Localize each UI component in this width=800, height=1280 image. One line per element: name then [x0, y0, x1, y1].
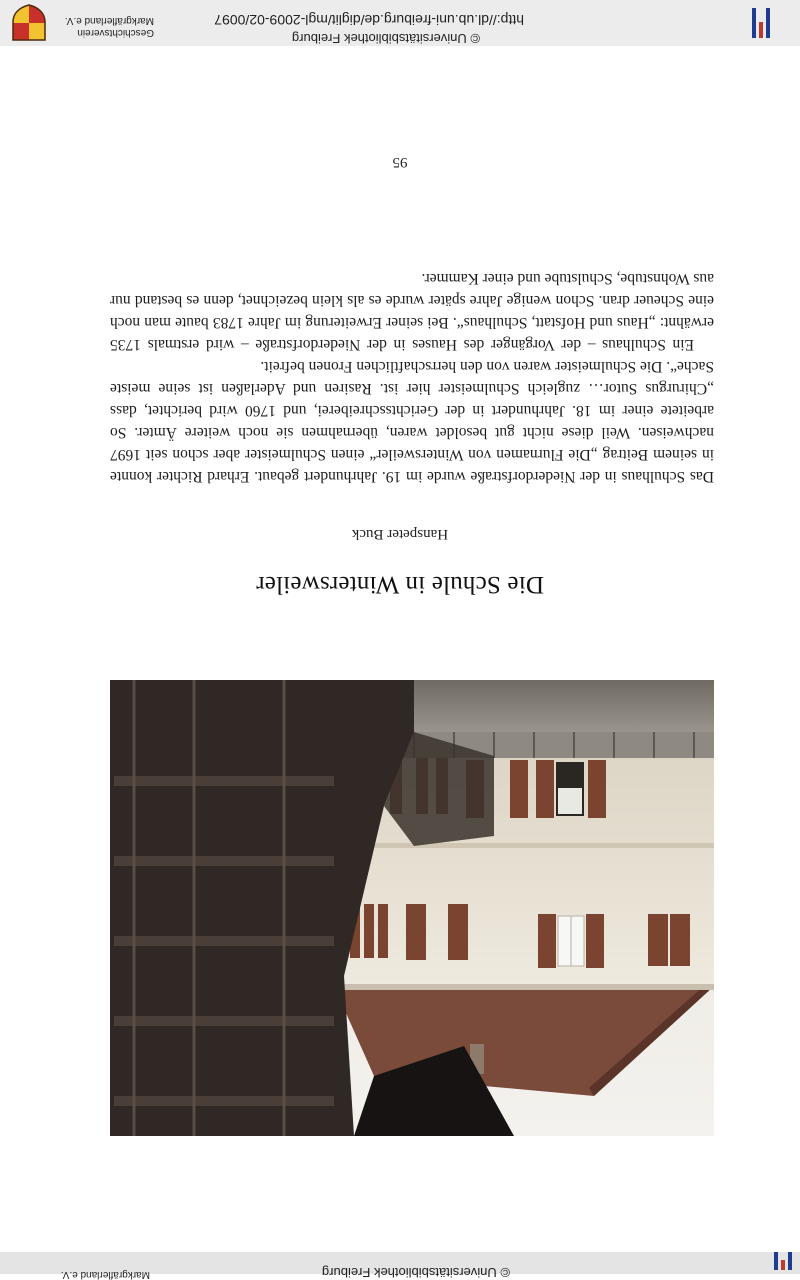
footer-bar: [0, 1252, 800, 1280]
page-number: 95: [392, 154, 408, 170]
ub-logo-icon: [752, 8, 770, 38]
header-bar: [0, 0, 800, 46]
org-line-2: Markgräflerland e.V.: [64, 15, 154, 26]
org-name: [65, 14, 154, 38]
paragraph-1: Das Schulhaus in der Niederdorfstraße wurde im 19. Jahrhundert gebaut. Erhard Richter konnte in seinem Beitrag „Die Flurnamen von Wintersweiler“ einen Schulmeister aber schon seit 1697 nachweisen. Weil diese nicht gut besoldet waren, übernahmen sie noch weitere Ämter. So arbeitete einer im 18. Jahrhundert in der Gerichtsschreiberei, und 1760 wird berichtet, dass „Chirurgus Sutor… zugleich Schulmeister hier ist. Rasiren und Aderlaßen ist seine meiste Sache“. Die Schulmeister waren von den herrschaftlichen Fronen befreit.: [110, 358, 714, 485]
header-library: © Universitätsbibliothek Freiburg: [291, 31, 480, 46]
paragraph-2: Ein Schulhaus – der Vorgänger des Hauses in der Niederdorfstraße – wird erstmals 1735 erwähnt: „Haus und Hofstatt, Schulhaus“. Bei seiner Erweiterung im Jahre 1783 baute man noch eine Scheuer dran. Schon wenige Jahre später wurde es als klein bezeichnet, denn es bestand nur aus Wohnstube, Schulstube und einer Kammer.: [110, 270, 714, 353]
ub-logo-icon: [774, 1252, 792, 1270]
article-title: Die Schule in Wintersweiler: [256, 571, 544, 598]
article-body: [110, 267, 714, 487]
article-author: Hanspeter Buck: [351, 526, 449, 542]
org-line-1: Geschichtsverein: [77, 27, 154, 38]
footer-library: © Universitätsbibliothek Freiburg: [321, 1265, 510, 1280]
schoolhouse-photo: [110, 680, 714, 1136]
footer-org: Markgräflerland e.V.: [60, 1269, 150, 1280]
crest-logo-icon: [10, 4, 48, 42]
header-url[interactable]: http://dl.ub.uni-freiburg.de/diglit/mgl-2009-02/0097: [214, 12, 524, 28]
